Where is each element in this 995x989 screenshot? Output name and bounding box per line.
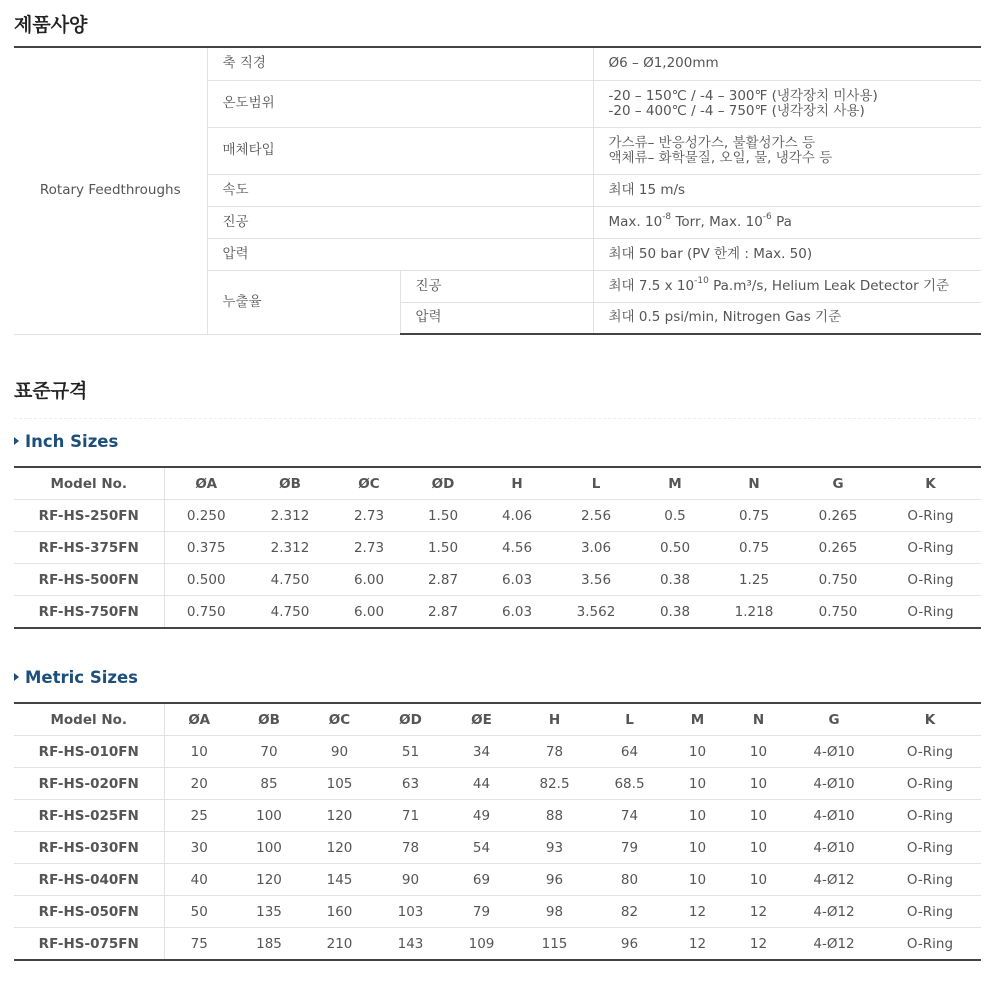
table-cell: 185: [234, 928, 304, 961]
spec-value: 최대 15 m/s: [593, 174, 981, 206]
table-cell: 4-Ø12: [789, 928, 879, 961]
table-cell: 6.00: [332, 596, 406, 629]
table-cell: 51: [375, 736, 446, 768]
table-cell: 2.312: [248, 500, 332, 532]
metric-sizes-title: Metric Sizes: [14, 668, 138, 687]
table-cell: O-Ring: [879, 736, 981, 768]
spec-value: 최대 0.5 psi/min, Nitrogen Gas 기준: [593, 302, 981, 334]
column-header: M: [638, 467, 712, 500]
spec-title: 제품사양: [14, 14, 88, 36]
spec-sublabel: 진공: [400, 270, 593, 302]
table-cell: 75: [164, 928, 234, 961]
metric-sizes-table: [14, 702, 981, 961]
column-header: H: [517, 703, 592, 736]
column-header: ØE: [446, 703, 517, 736]
table-cell: 6.03: [480, 596, 554, 629]
spec-value: [593, 127, 981, 174]
table-cell: 30: [164, 832, 234, 864]
table-cell: 0.500: [164, 564, 248, 596]
table-cell: 4.06: [480, 500, 554, 532]
model-number: RF-HS-250FN: [14, 500, 164, 532]
model-number: RF-HS-375FN: [14, 532, 164, 564]
table-cell: 0.5: [638, 500, 712, 532]
column-header: N: [728, 703, 789, 736]
table-cell: 78: [517, 736, 592, 768]
model-number: RF-HS-025FN: [14, 800, 164, 832]
table-cell: 80: [592, 864, 667, 896]
table-cell: 103: [375, 896, 446, 928]
column-header: N: [712, 467, 796, 500]
table-cell: 64: [592, 736, 667, 768]
column-header: G: [789, 703, 879, 736]
triangle-right-icon: [14, 673, 19, 681]
table-row: [14, 500, 981, 532]
table-cell: 88: [517, 800, 592, 832]
spec-value: [593, 80, 981, 127]
table-cell: 2.73: [332, 500, 406, 532]
table-cell: 210: [304, 928, 375, 961]
spec-value: 최대 50 bar (PV 한계 : Max. 50): [593, 238, 981, 270]
column-header: M: [667, 703, 728, 736]
model-number: RF-HS-030FN: [14, 832, 164, 864]
table-cell: 120: [304, 800, 375, 832]
table-cell: 4-Ø10: [789, 800, 879, 832]
table-cell: 2.87: [406, 564, 480, 596]
table-cell: 12: [728, 928, 789, 961]
table-cell: 10: [728, 736, 789, 768]
table-row: [14, 928, 981, 961]
table-row: [14, 896, 981, 928]
table-cell: 1.50: [406, 500, 480, 532]
table-cell: 34: [446, 736, 517, 768]
spec-value-line: 액체류– 화학물질, 오일, 물, 냉각수 등: [608, 149, 833, 166]
table-cell: 79: [446, 896, 517, 928]
table-row: [14, 736, 981, 768]
table-cell: 100: [234, 800, 304, 832]
spec-label: 진공: [207, 206, 593, 238]
table-cell: 10: [667, 800, 728, 832]
table-cell: O-Ring: [879, 800, 981, 832]
table-cell: 100: [234, 832, 304, 864]
table-cell: 68.5: [592, 768, 667, 800]
table-cell: 12: [728, 896, 789, 928]
header-row: [14, 703, 981, 736]
spec-category: Rotary Feedthroughs: [14, 47, 207, 334]
model-number: RF-HS-500FN: [14, 564, 164, 596]
model-number: RF-HS-075FN: [14, 928, 164, 961]
spec-value-line: -20 – 400℃ / -4 – 750℉ (냉각장치 사용): [608, 102, 865, 119]
table-cell: 0.265: [796, 532, 880, 564]
table-cell: 3.06: [554, 532, 638, 564]
table-cell: 0.750: [796, 564, 880, 596]
spec-value: Ø6 – Ø1,200mm: [593, 47, 981, 80]
table-cell: 10: [728, 832, 789, 864]
table-cell: O-Ring: [879, 928, 981, 961]
table-cell: 25: [164, 800, 234, 832]
table-cell: O-Ring: [879, 768, 981, 800]
spec-label: 속도: [207, 174, 593, 206]
table-cell: 79: [592, 832, 667, 864]
table-row: [14, 864, 981, 896]
table-cell: 2.73: [332, 532, 406, 564]
column-header: Model No.: [14, 703, 164, 736]
spec-value-line: -20 – 150℃ / -4 – 300℉ (냉각장치 미사용): [608, 87, 878, 104]
column-header: K: [880, 467, 981, 500]
table-row: [14, 768, 981, 800]
spec-label: 축 직경: [207, 47, 593, 80]
table-cell: 135: [234, 896, 304, 928]
spec-label: 누출율: [207, 270, 400, 334]
model-number: RF-HS-040FN: [14, 864, 164, 896]
table-cell: 4.750: [248, 596, 332, 629]
table-cell: 120: [234, 864, 304, 896]
table-row: [14, 832, 981, 864]
table-cell: 0.75: [712, 500, 796, 532]
table-cell: 40: [164, 864, 234, 896]
model-number: RF-HS-010FN: [14, 736, 164, 768]
table-cell: 4-Ø10: [789, 768, 879, 800]
table-cell: 160: [304, 896, 375, 928]
table-cell: 3.56: [554, 564, 638, 596]
table-cell: 4-Ø12: [789, 864, 879, 896]
spec-row-shaft: [14, 47, 981, 80]
table-cell: 90: [375, 864, 446, 896]
table-cell: O-Ring: [879, 832, 981, 864]
table-cell: 105: [304, 768, 375, 800]
column-header: K: [879, 703, 981, 736]
table-cell: 82: [592, 896, 667, 928]
table-cell: 20: [164, 768, 234, 800]
table-cell: 0.265: [796, 500, 880, 532]
table-cell: O-Ring: [880, 596, 981, 629]
standard-title: 표준규격: [14, 380, 88, 402]
table-cell: 143: [375, 928, 446, 961]
table-cell: 0.38: [638, 564, 712, 596]
table-cell: 2.312: [248, 532, 332, 564]
table-cell: 0.750: [164, 596, 248, 629]
inch-sizes-title: Inch Sizes: [14, 432, 118, 451]
table-row: [14, 596, 981, 629]
table-cell: 10: [164, 736, 234, 768]
table-cell: 12: [667, 928, 728, 961]
table-cell: 10: [728, 800, 789, 832]
spec-label: 압력: [207, 238, 593, 270]
table-row: [14, 564, 981, 596]
inch-sizes-table: [14, 466, 981, 629]
spec-value: Max. $10^{-8}$ Torr, Max. $10^{-6}$ Pa: [593, 206, 981, 238]
table-cell: 10: [667, 832, 728, 864]
table-cell: 6.00: [332, 564, 406, 596]
column-header: L: [592, 703, 667, 736]
table-cell: 0.75: [712, 532, 796, 564]
model-number: RF-HS-750FN: [14, 596, 164, 629]
table-cell: 115: [517, 928, 592, 961]
table-cell: 96: [592, 928, 667, 961]
table-row: [14, 532, 981, 564]
table-cell: O-Ring: [879, 864, 981, 896]
table-cell: O-Ring: [880, 500, 981, 532]
table-cell: 96: [517, 864, 592, 896]
table-cell: 70: [234, 736, 304, 768]
table-cell: 4-Ø10: [789, 832, 879, 864]
table-cell: 10: [728, 768, 789, 800]
column-header: L: [554, 467, 638, 500]
table-cell: O-Ring: [879, 896, 981, 928]
table-cell: 85: [234, 768, 304, 800]
table-cell: 63: [375, 768, 446, 800]
table-cell: 90: [304, 736, 375, 768]
table-cell: 1.218: [712, 596, 796, 629]
table-cell: 54: [446, 832, 517, 864]
table-cell: 82.5: [517, 768, 592, 800]
header-row: [14, 467, 981, 500]
table-cell: 44: [446, 768, 517, 800]
model-number: RF-HS-020FN: [14, 768, 164, 800]
spec-sublabel: 압력: [400, 302, 593, 334]
table-cell: 50: [164, 896, 234, 928]
table-cell: 4-Ø10: [789, 736, 879, 768]
table-cell: 78: [375, 832, 446, 864]
table-cell: 4.56: [480, 532, 554, 564]
column-header: ØC: [304, 703, 375, 736]
column-header: ØC: [332, 467, 406, 500]
table-cell: 1.50: [406, 532, 480, 564]
table-cell: 10: [728, 864, 789, 896]
column-header: G: [796, 467, 880, 500]
model-number: RF-HS-050FN: [14, 896, 164, 928]
table-cell: 71: [375, 800, 446, 832]
table-cell: 93: [517, 832, 592, 864]
column-header: ØD: [375, 703, 446, 736]
table-cell: 109: [446, 928, 517, 961]
table-cell: 10: [667, 736, 728, 768]
table-cell: 0.38: [638, 596, 712, 629]
spec-value: 최대 7.5 x $10^{-10}$ Pa.m³/s, Helium Leak Detector 기준: [593, 270, 981, 302]
table-cell: 145: [304, 864, 375, 896]
table-cell: 69: [446, 864, 517, 896]
column-header: ØA: [164, 703, 234, 736]
triangle-right-icon: [14, 437, 19, 445]
column-header: ØB: [234, 703, 304, 736]
table-cell: 4.750: [248, 564, 332, 596]
column-header: ØA: [164, 467, 248, 500]
spec-label: 매체타입: [207, 127, 593, 174]
table-cell: 0.250: [164, 500, 248, 532]
table-cell: O-Ring: [880, 564, 981, 596]
spec-label: 온도범위: [207, 80, 593, 127]
column-header: ØD: [406, 467, 480, 500]
table-cell: 2.87: [406, 596, 480, 629]
table-cell: O-Ring: [880, 532, 981, 564]
spec-table: [14, 46, 981, 335]
table-cell: 74: [592, 800, 667, 832]
column-header: H: [480, 467, 554, 500]
table-cell: 3.562: [554, 596, 638, 629]
column-header: Model No.: [14, 467, 164, 500]
table-cell: 0.50: [638, 532, 712, 564]
table-cell: 120: [304, 832, 375, 864]
table-cell: 4-Ø12: [789, 896, 879, 928]
table-cell: 12: [667, 896, 728, 928]
table-cell: 98: [517, 896, 592, 928]
divider: [14, 418, 981, 419]
table-cell: 6.03: [480, 564, 554, 596]
table-row: [14, 800, 981, 832]
table-cell: 1.25: [712, 564, 796, 596]
table-cell: 2.56: [554, 500, 638, 532]
column-header: ØB: [248, 467, 332, 500]
table-cell: 49: [446, 800, 517, 832]
spec-value-line: 가스류– 반응성가스, 불활성가스 등: [608, 134, 816, 151]
table-cell: 0.375: [164, 532, 248, 564]
table-cell: 0.750: [796, 596, 880, 629]
table-cell: 10: [667, 768, 728, 800]
table-cell: 10: [667, 864, 728, 896]
